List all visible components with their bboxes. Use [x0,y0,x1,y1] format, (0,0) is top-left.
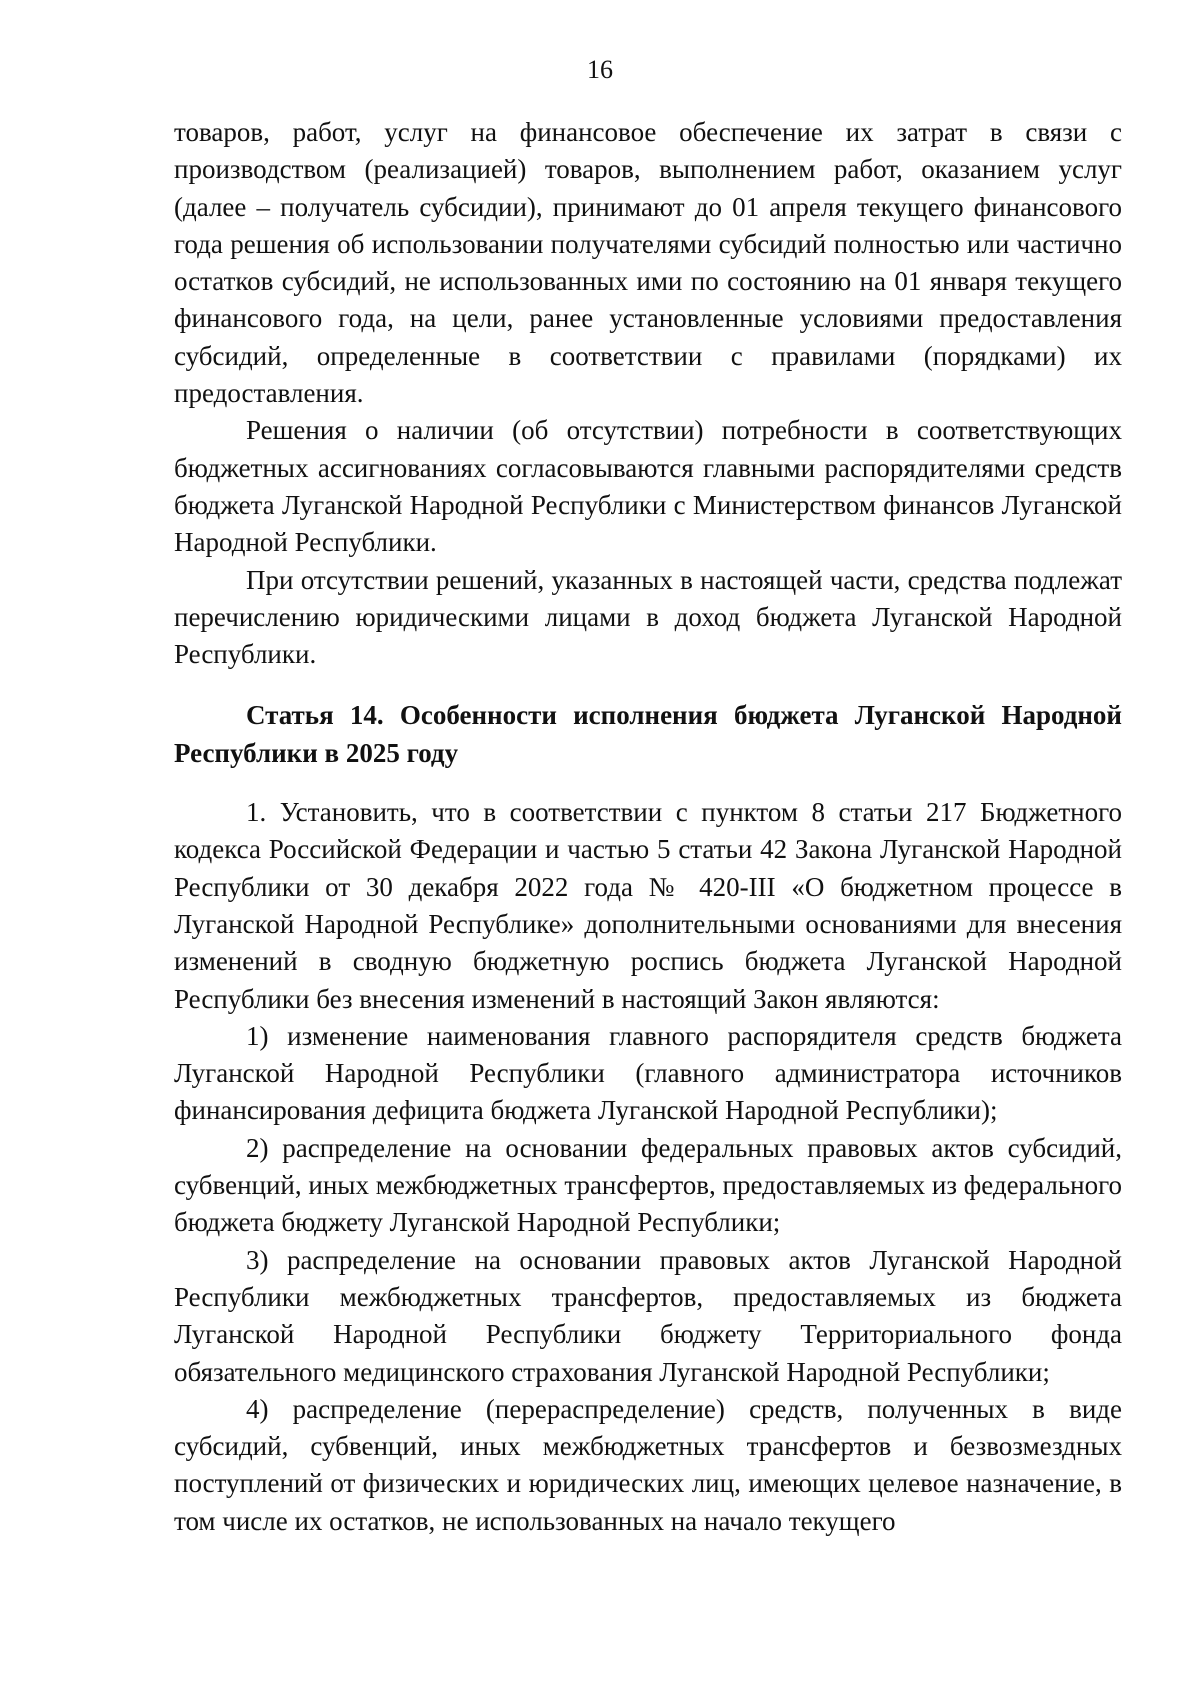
list-item: 1) изменение наименования главного распорядителя средств бюджета Луганской Народной Республики (главного администратора источников финансирования дефицита бюджета Луганской Народной Республики); [174,1020,1122,1126]
list-item: 4) распределение (перераспределение) средств, полученных в виде субсидий, субвенций, иных межбюджетных трансфертов и безвозмездных поступлений от физических и юридических лиц, имеющих целевое назначение, в том числе их остатков, не использованных на начало текущего [174,1393,1122,1536]
paragraph: Решения о наличии (об отсутствии) потребности в соответствующих бюджетных ассигнованиях согласовываются главными распорядителями средств бюджета Луганской Народной Республики с Министерством финансов Луганской Народной Республики. [174,415,1122,558]
article-heading: Статья 14. Особенности исполнения бюджета Луганской Народной Республики в 2025 году [174,700,1122,768]
list-item: 2) распределение на основании федеральных правовых актов субсидий, субвенций, иных межбюджетных трансфертов, предоставляемых из федерального бюджета бюджету Луганской Народной Республики; [174,1132,1122,1238]
page-number: 16 [587,55,613,84]
document-body [174,114,1122,1540]
paragraph: 1. Установить, что в соответствии с пунктом 8 статьи 217 Бюджетного кодекса Российской Федерации и частью 5 статьи 42 Закона Луганской Народной Республики от 30 декабря 2022 года № 420-III «О бюджетном процессе в Луганской Народной Республике» дополнительными основаниями для внесения изменений в сводную бюджетную роспись бюджета Луганской Народной Республики без внесения изменений в настоящий Закон являются: [174,797,1122,1014]
paragraph: При отсутствии решений, указанных в настоящей части, средства подлежат перечислению юридическими лицами в доход бюджета Луганской Народной Республики. [174,564,1122,670]
list-item: 3) распределение на основании правовых актов Луганской Народной Республики межбюджетных трансфертов, предоставляемых из бюджета Луганской Народной Республики бюджету Территориального фонда обязательного медицинского страхования Луганской Народной Республики; [174,1244,1122,1387]
paragraph: товаров, работ, услуг на финансовое обеспечение их затрат в связи с производством (реализацией) товаров, выполнением работ, оказанием услуг (далее – получатель субсидии), принимают до 01 апреля текущего финансового года решения об использовании получателями субсидий полностью или частично остатков субсидий, не использованных ими по состоянию на 01 января текущего финансового года, на цели, ранее установленные условиями предоставления субсидий, определенные в соответствии с правилами (порядками) их предоставления. [174,117,1122,409]
